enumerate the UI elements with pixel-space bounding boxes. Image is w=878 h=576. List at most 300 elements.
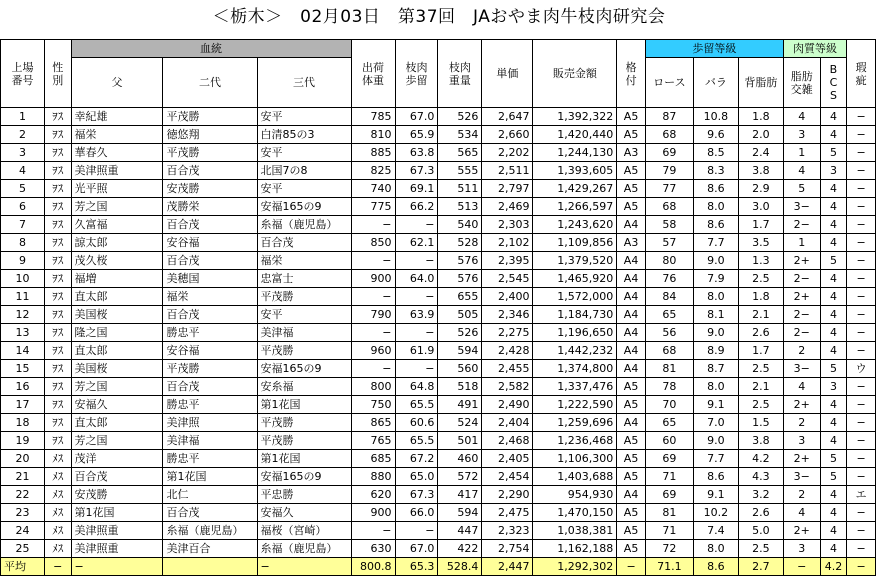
cell-shipping-weight: − <box>351 324 395 342</box>
cell-sales-amount: 1,393,605 <box>533 162 617 180</box>
cell-carcass-yield: 60.6 <box>395 414 438 432</box>
cell-sex: ｦｽ <box>44 270 71 288</box>
cell-father: 幸紀雄 <box>71 108 163 126</box>
header-second-generation: 二代 <box>163 58 257 108</box>
cell-carcass-weight: 540 <box>438 216 482 234</box>
cell-belly: 8.3 <box>693 162 738 180</box>
cell-second-generation: 茂勝栄 <box>163 198 257 216</box>
average-third-generation: − <box>257 558 351 576</box>
cell-lot-number: 24 <box>1 522 45 540</box>
average-row <box>1 558 876 576</box>
cell-second-generation: 第1花国 <box>163 468 257 486</box>
cell-flaw: − <box>847 288 876 306</box>
cell-father: 福増 <box>71 270 163 288</box>
cell-second-generation: 美津福 <box>163 432 257 450</box>
cell-sales-amount: 1,374,800 <box>533 360 617 378</box>
cell-carcass-yield: 66.2 <box>395 198 438 216</box>
cell-shipping-weight: 775 <box>351 198 395 216</box>
cell-belly: 8.0 <box>693 198 738 216</box>
cell-marbling: 5 <box>783 180 820 198</box>
cell-belly: 8.5 <box>693 144 738 162</box>
cell-lot-number: 19 <box>1 432 45 450</box>
cell-third-generation: 安平 <box>257 108 351 126</box>
cell-third-generation: 平茂勝 <box>257 288 351 306</box>
cell-marbling: 2 <box>783 342 820 360</box>
cell-back-fat: 2.4 <box>738 144 783 162</box>
cell-back-fat: 3.5 <box>738 234 783 252</box>
cell-father: 久富福 <box>71 216 163 234</box>
header-meat-quality-group: 肉質等級 <box>783 40 846 58</box>
cell-second-generation: 百合茂 <box>163 306 257 324</box>
cell-father: 諒太郎 <box>71 234 163 252</box>
cell-bcs: 4 <box>820 540 847 558</box>
cell-lot-number: 16 <box>1 378 45 396</box>
cell-lot-number: 9 <box>1 252 45 270</box>
cell-grade: A5 <box>617 450 646 468</box>
cell-loin: 65 <box>645 414 693 432</box>
cell-belly: 10.8 <box>693 108 738 126</box>
cell-shipping-weight: − <box>351 288 395 306</box>
cell-third-generation: 安福久 <box>257 504 351 522</box>
cell-back-fat: 1.5 <box>738 414 783 432</box>
cell-flaw: − <box>847 180 876 198</box>
cell-carcass-weight: 526 <box>438 108 482 126</box>
header-yield-grade-group: 歩留等級 <box>645 40 783 58</box>
cell-back-fat: 3.8 <box>738 162 783 180</box>
table-row <box>1 180 876 198</box>
table-row <box>1 486 876 504</box>
cell-grade: A5 <box>617 126 646 144</box>
cell-marbling: 4 <box>783 378 820 396</box>
cell-back-fat: 2.1 <box>738 378 783 396</box>
cell-grade: A5 <box>617 378 646 396</box>
cell-flaw: − <box>847 252 876 270</box>
cell-lot-number: 3 <box>1 144 45 162</box>
cell-father: 華春久 <box>71 144 163 162</box>
cell-belly: 10.2 <box>693 504 738 522</box>
cell-third-generation: 百合茂 <box>257 234 351 252</box>
table-row <box>1 198 876 216</box>
cell-second-generation: 安茂勝 <box>163 180 257 198</box>
cell-bcs: 4 <box>820 504 847 522</box>
cell-carcass-yield: 67.0 <box>395 540 438 558</box>
cell-grade: A5 <box>617 432 646 450</box>
cell-shipping-weight: 865 <box>351 414 395 432</box>
cell-back-fat: 4.2 <box>738 450 783 468</box>
cell-shipping-weight: 750 <box>351 396 395 414</box>
cell-loin: 56 <box>645 324 693 342</box>
cell-grade: A4 <box>617 216 646 234</box>
cell-lot-number: 8 <box>1 234 45 252</box>
table-row <box>1 450 876 468</box>
cell-back-fat: 2.5 <box>738 360 783 378</box>
cell-back-fat: 2.5 <box>738 270 783 288</box>
cell-sales-amount: 954,930 <box>533 486 617 504</box>
cell-sex: ｦｽ <box>44 414 71 432</box>
cell-marbling: 2− <box>783 270 820 288</box>
cell-third-generation: 安福165の9 <box>257 360 351 378</box>
cell-flaw: エ <box>847 486 876 504</box>
cell-loin: 71 <box>645 468 693 486</box>
cell-loin: 78 <box>645 378 693 396</box>
cell-back-fat: 3.0 <box>738 198 783 216</box>
cell-bcs: 4 <box>820 216 847 234</box>
cell-flaw: − <box>847 522 876 540</box>
cell-bcs: 3 <box>820 162 847 180</box>
cell-third-generation: 平忠勝 <box>257 486 351 504</box>
cell-third-generation: 白清85の3 <box>257 126 351 144</box>
cell-unit-price: 2,647 <box>482 108 533 126</box>
cell-father: 美津照重 <box>71 540 163 558</box>
cell-back-fat: 1.7 <box>738 216 783 234</box>
cell-sales-amount: 1,244,130 <box>533 144 617 162</box>
cell-marbling: 2 <box>783 486 820 504</box>
cell-flaw: − <box>847 342 876 360</box>
cell-unit-price: 2,275 <box>482 324 533 342</box>
cell-flaw: − <box>847 270 876 288</box>
table-row <box>1 342 876 360</box>
cell-third-generation: 安糸福 <box>257 378 351 396</box>
cell-unit-price: 2,469 <box>482 198 533 216</box>
table-row <box>1 288 876 306</box>
cell-second-generation: 糸福（鹿児島） <box>163 522 257 540</box>
cell-lot-number: 13 <box>1 324 45 342</box>
cell-marbling: 2+ <box>783 450 820 468</box>
table-row <box>1 162 876 180</box>
cell-loin: 69 <box>645 486 693 504</box>
cell-sales-amount: 1,184,730 <box>533 306 617 324</box>
cell-back-fat: 4.3 <box>738 468 783 486</box>
cell-bcs: 4 <box>820 198 847 216</box>
cell-second-generation: 勝忠平 <box>163 450 257 468</box>
cell-marbling: 2+ <box>783 396 820 414</box>
cell-marbling: 2+ <box>783 252 820 270</box>
cell-carcass-yield: 61.9 <box>395 342 438 360</box>
cell-second-generation: 北仁 <box>163 486 257 504</box>
cell-sales-amount: 1,222,590 <box>533 396 617 414</box>
table-row <box>1 432 876 450</box>
cell-marbling: 1 <box>783 144 820 162</box>
cell-third-generation: 平茂勝 <box>257 414 351 432</box>
table-row <box>1 540 876 558</box>
average-unit-price: 2,447 <box>482 558 533 576</box>
cell-loin: 58 <box>645 216 693 234</box>
cell-sex: ｦｽ <box>44 144 71 162</box>
cell-carcass-yield: 65.9 <box>395 126 438 144</box>
cell-carcass-weight: 447 <box>438 522 482 540</box>
cell-flaw: − <box>847 108 876 126</box>
cell-father: 安茂勝 <box>71 486 163 504</box>
cell-loin: 60 <box>645 432 693 450</box>
cell-flaw: − <box>847 414 876 432</box>
cell-carcass-weight: 501 <box>438 432 482 450</box>
cell-father: 安福久 <box>71 396 163 414</box>
cell-carcass-weight: 513 <box>438 198 482 216</box>
cell-belly: 8.6 <box>693 216 738 234</box>
header-marbling: 脂肪 交雑 <box>783 58 820 108</box>
cell-unit-price: 2,754 <box>482 540 533 558</box>
cell-flaw: − <box>847 144 876 162</box>
cell-belly: 8.6 <box>693 468 738 486</box>
cell-bcs: 5 <box>820 360 847 378</box>
cell-lot-number: 25 <box>1 540 45 558</box>
cell-belly: 7.9 <box>693 270 738 288</box>
cell-carcass-weight: 565 <box>438 144 482 162</box>
cell-flaw: − <box>847 162 876 180</box>
table-header <box>1 40 876 108</box>
cell-carcass-yield: 65.0 <box>395 468 438 486</box>
cell-father: 茂洋 <box>71 450 163 468</box>
cell-father: 美国桜 <box>71 360 163 378</box>
cell-unit-price: 2,428 <box>482 342 533 360</box>
cell-sex: ﾒｽ <box>44 486 71 504</box>
cell-sex: ｦｽ <box>44 288 71 306</box>
table-body <box>1 108 876 576</box>
cell-marbling: 1 <box>783 234 820 252</box>
cell-back-fat: 1.8 <box>738 288 783 306</box>
cell-third-generation: 美津福 <box>257 324 351 342</box>
cell-loin: 87 <box>645 108 693 126</box>
cell-shipping-weight: 790 <box>351 306 395 324</box>
cell-loin: 81 <box>645 504 693 522</box>
cell-unit-price: 2,202 <box>482 144 533 162</box>
header-flaw: 瑕 疵 <box>847 40 876 108</box>
cell-sales-amount: 1,337,476 <box>533 378 617 396</box>
cell-third-generation: 福栄 <box>257 252 351 270</box>
cell-shipping-weight: 800 <box>351 378 395 396</box>
average-lot-number: 平均 <box>1 558 45 576</box>
cell-sales-amount: 1,465,920 <box>533 270 617 288</box>
cell-lot-number: 18 <box>1 414 45 432</box>
cell-bcs: 5 <box>820 468 847 486</box>
cell-sex: ｦｽ <box>44 342 71 360</box>
cell-carcass-weight: 576 <box>438 252 482 270</box>
cell-grade: A4 <box>617 324 646 342</box>
cell-unit-price: 2,475 <box>482 504 533 522</box>
cell-unit-price: 2,797 <box>482 180 533 198</box>
cell-marbling: 4 <box>783 108 820 126</box>
header-third-generation: 三代 <box>257 58 351 108</box>
cell-third-generation: 第1花国 <box>257 450 351 468</box>
cell-grade: A5 <box>617 396 646 414</box>
average-second-generation <box>163 558 257 576</box>
cell-belly: 8.0 <box>693 288 738 306</box>
cell-sex: ｦｽ <box>44 324 71 342</box>
header-father: 父 <box>71 58 163 108</box>
table-row <box>1 270 876 288</box>
table-row <box>1 306 876 324</box>
cell-belly: 9.6 <box>693 126 738 144</box>
cell-marbling: 2− <box>783 216 820 234</box>
table-row <box>1 126 876 144</box>
cell-third-generation: 福桜（宮崎） <box>257 522 351 540</box>
cell-second-generation: 平茂勝 <box>163 360 257 378</box>
cell-unit-price: 2,404 <box>482 414 533 432</box>
cell-marbling: 3 <box>783 540 820 558</box>
cell-sales-amount: 1,403,688 <box>533 468 617 486</box>
cell-father: 茂久桜 <box>71 252 163 270</box>
cell-sex: ｦｽ <box>44 396 71 414</box>
cell-bcs: 4 <box>820 396 847 414</box>
cell-flaw: − <box>847 450 876 468</box>
average-back-fat: 2.7 <box>738 558 783 576</box>
cell-back-fat: 2.6 <box>738 504 783 522</box>
cell-carcass-weight: 594 <box>438 342 482 360</box>
cell-bcs: 4 <box>820 486 847 504</box>
cell-sales-amount: 1,162,188 <box>533 540 617 558</box>
cell-carcass-weight: 511 <box>438 180 482 198</box>
cell-third-generation: 糸福（鹿児島） <box>257 216 351 234</box>
cell-sales-amount: 1,259,696 <box>533 414 617 432</box>
cell-belly: 8.0 <box>693 540 738 558</box>
cell-belly: 7.0 <box>693 414 738 432</box>
cell-sex: ｦｽ <box>44 432 71 450</box>
cell-grade: A4 <box>617 486 646 504</box>
carcass-results-table <box>0 39 876 576</box>
cell-bcs: 4 <box>820 234 847 252</box>
cell-back-fat: 2.6 <box>738 324 783 342</box>
cell-sales-amount: 1,243,620 <box>533 216 617 234</box>
cell-marbling: 2− <box>783 306 820 324</box>
cell-grade: A4 <box>617 306 646 324</box>
table-row <box>1 504 876 522</box>
average-grade: − <box>617 558 646 576</box>
cell-sales-amount: 1,379,520 <box>533 252 617 270</box>
cell-father: 福栄 <box>71 126 163 144</box>
cell-sales-amount: 1,572,000 <box>533 288 617 306</box>
cell-loin: 72 <box>645 540 693 558</box>
average-sales-amount: 1,292,302 <box>533 558 617 576</box>
cell-carcass-yield: 67.0 <box>395 108 438 126</box>
cell-sales-amount: 1,420,440 <box>533 126 617 144</box>
cell-belly: 9.1 <box>693 396 738 414</box>
cell-carcass-yield: 63.8 <box>395 144 438 162</box>
cell-father: 隆之国 <box>71 324 163 342</box>
cell-loin: 80 <box>645 252 693 270</box>
header-loin: ロース <box>645 58 693 108</box>
cell-shipping-weight: 900 <box>351 270 395 288</box>
cell-sales-amount: 1,109,856 <box>533 234 617 252</box>
cell-bcs: 4 <box>820 108 847 126</box>
cell-bcs: 5 <box>820 450 847 468</box>
cell-carcass-yield: 63.9 <box>395 306 438 324</box>
cell-father: 芳之国 <box>71 198 163 216</box>
cell-bcs: 4 <box>820 288 847 306</box>
cell-back-fat: 1.7 <box>738 342 783 360</box>
cell-third-generation: 第1花国 <box>257 396 351 414</box>
cell-flaw: − <box>847 378 876 396</box>
cell-sex: ﾒｽ <box>44 450 71 468</box>
cell-loin: 69 <box>645 144 693 162</box>
cell-back-fat: 2.5 <box>738 540 783 558</box>
average-father: − <box>71 558 163 576</box>
cell-lot-number: 14 <box>1 342 45 360</box>
header-unit-price: 単価 <box>482 40 533 108</box>
cell-carcass-yield: 65.5 <box>395 432 438 450</box>
average-sex: − <box>44 558 71 576</box>
cell-marbling: 4 <box>783 162 820 180</box>
cell-loin: 79 <box>645 162 693 180</box>
cell-father: 美国桜 <box>71 306 163 324</box>
cell-lot-number: 1 <box>1 108 45 126</box>
table-row <box>1 324 876 342</box>
cell-unit-price: 2,511 <box>482 162 533 180</box>
cell-loin: 81 <box>645 360 693 378</box>
cell-unit-price: 2,468 <box>482 432 533 450</box>
cell-back-fat: 2.9 <box>738 180 783 198</box>
cell-marbling: 2+ <box>783 288 820 306</box>
cell-carcass-yield: 69.1 <box>395 180 438 198</box>
cell-flaw: − <box>847 468 876 486</box>
header-carcass-weight: 枝肉 重量 <box>438 40 482 108</box>
cell-carcass-yield: − <box>395 252 438 270</box>
average-shipping-weight: 800.8 <box>351 558 395 576</box>
cell-loin: 68 <box>645 342 693 360</box>
cell-loin: 68 <box>645 126 693 144</box>
cell-sales-amount: 1,196,650 <box>533 324 617 342</box>
cell-third-generation: 安平 <box>257 144 351 162</box>
cell-bcs: 4 <box>820 306 847 324</box>
cell-back-fat: 1.3 <box>738 252 783 270</box>
cell-grade: A5 <box>617 522 646 540</box>
cell-grade: A5 <box>617 162 646 180</box>
cell-shipping-weight: 685 <box>351 450 395 468</box>
cell-second-generation: 安谷福 <box>163 234 257 252</box>
cell-carcass-weight: 555 <box>438 162 482 180</box>
cell-carcass-yield: 66.0 <box>395 504 438 522</box>
average-belly: 8.6 <box>693 558 738 576</box>
cell-loin: 76 <box>645 270 693 288</box>
cell-second-generation: 平茂勝 <box>163 108 257 126</box>
cell-flaw: − <box>847 540 876 558</box>
cell-bcs: 3 <box>820 378 847 396</box>
cell-third-generation: 安平 <box>257 306 351 324</box>
cell-sex: ｦｽ <box>44 306 71 324</box>
cell-unit-price: 2,290 <box>482 486 533 504</box>
cell-carcass-yield: − <box>395 360 438 378</box>
cell-second-generation: 勝忠平 <box>163 396 257 414</box>
table-row <box>1 378 876 396</box>
cell-sales-amount: 1,106,300 <box>533 450 617 468</box>
cell-flaw: − <box>847 504 876 522</box>
cell-belly: 9.0 <box>693 432 738 450</box>
cell-carcass-yield: 67.3 <box>395 486 438 504</box>
cell-carcass-weight: 528 <box>438 234 482 252</box>
cell-marbling: 3 <box>783 126 820 144</box>
cell-grade: A4 <box>617 342 646 360</box>
cell-unit-price: 2,582 <box>482 378 533 396</box>
cell-lot-number: 12 <box>1 306 45 324</box>
cell-bcs: 4 <box>820 180 847 198</box>
cell-father: 美津照重 <box>71 162 163 180</box>
cell-back-fat: 1.8 <box>738 108 783 126</box>
cell-carcass-weight: 594 <box>438 504 482 522</box>
cell-loin: 68 <box>645 198 693 216</box>
header-carcass-yield: 枝肉 歩留 <box>395 40 438 108</box>
page-title: ＜栃木＞ 02月03日 第37回 JAおやま肉牛枝肉研究会 <box>212 7 666 27</box>
cell-sales-amount: 1,236,468 <box>533 432 617 450</box>
cell-sex: ﾒｽ <box>44 522 71 540</box>
cell-shipping-weight: 880 <box>351 468 395 486</box>
cell-bcs: 4 <box>820 414 847 432</box>
cell-carcass-weight: 560 <box>438 360 482 378</box>
cell-shipping-weight: 900 <box>351 504 395 522</box>
cell-back-fat: 2.5 <box>738 396 783 414</box>
cell-belly: 9.1 <box>693 486 738 504</box>
cell-sales-amount: 1,442,232 <box>533 342 617 360</box>
cell-unit-price: 2,346 <box>482 306 533 324</box>
cell-shipping-weight: − <box>351 360 395 378</box>
